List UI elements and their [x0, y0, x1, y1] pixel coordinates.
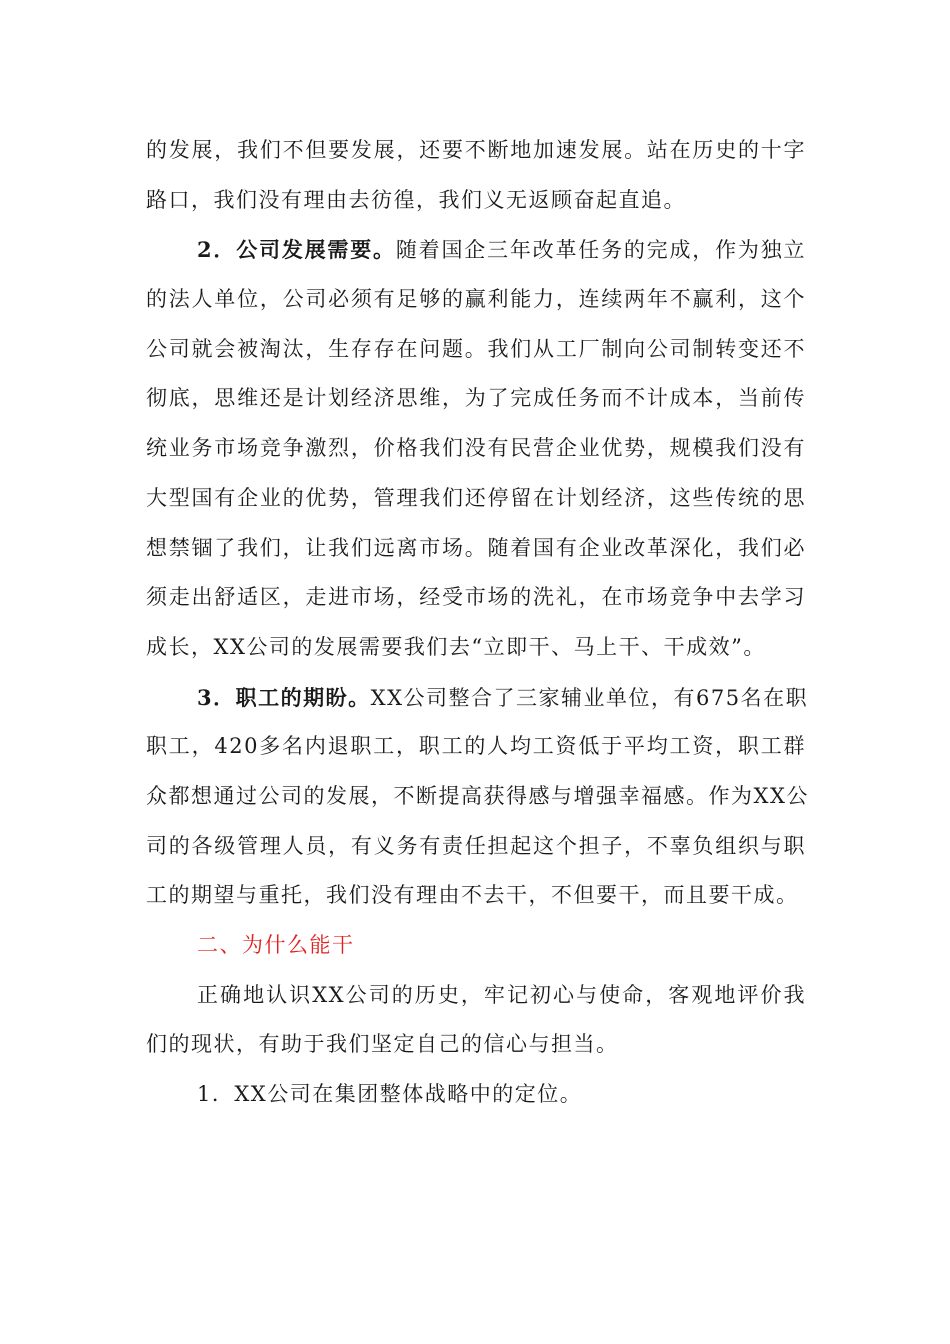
para3-number: 3． — [197, 684, 236, 710]
para2-line-6: 大型国有企业的优势，管理我们还停留在计划经济，这些传统的思 — [146, 485, 806, 510]
para3-line-2: 职工，420多名内退职工，职工的人均工资低于平均工资，职工群 — [146, 734, 806, 759]
para2-line-4: 彻底，思维还是计划经济思维，为了完成任务而不计成本，当前传 — [146, 386, 806, 411]
para4-line-1: 正确地认识XX公司的历史，牢记初心与使命，客观地评价我 — [197, 982, 806, 1007]
document-body — [146, 126, 809, 1120]
para2-first-line-rest: 随着国企三年改革任务的完成，作为独立 — [395, 238, 806, 263]
para3-line-5: 工的期望与重托，我们没有理由不去干，不但要干，而且要干成。 — [146, 883, 799, 908]
para2-line-9: 成长，XX公司的发展需要我们去“立即干、马上干、干成效”。 — [146, 634, 766, 659]
para2-line-7: 想禁锢了我们，让我们远离市场。随着国有企业改革深化，我们必 — [146, 535, 806, 560]
para3-first-line-rest: XX公司整合了三家辅业单位，有675名在职 — [370, 685, 809, 710]
para3-line-4: 司的各级管理人员，有义务有责任担起这个担子，不辜负组织与职 — [146, 833, 806, 858]
para2-line-2: 的法人单位，公司必须有足够的赢利能力，连续两年不赢利，这个 — [146, 287, 806, 312]
para3-heading: 职工的期盼。 — [235, 684, 371, 710]
section-heading-why-can-do: 二、为什么能干 — [197, 933, 355, 957]
para2-line-5: 统业务市场竞争激烈，价格我们没有民营企业优势，规模我们没有 — [146, 436, 806, 461]
para2-heading: 公司发展需要。 — [236, 237, 396, 263]
para3-first-line — [146, 673, 809, 723]
para1-line-2: 路口，我们没有理由去彷徨，我们义无返顾奋起直追。 — [146, 187, 686, 212]
para1-line-1: 的发展，我们不但要发展，还要不断地加速发展。站在历史的十字 — [146, 138, 806, 162]
para2-line-3: 公司就会被淘汰，生存存在问题。我们从工厂制向公司制转变还不 — [146, 336, 806, 361]
para2-number: 2． — [197, 237, 237, 263]
para3-line-3: 众都想通过公司的发展，不断提高获得感与增强幸福感。作为XX公 — [146, 783, 809, 808]
para4-line-2: 们的现状，有助于我们坚定自己的信心与担当。 — [146, 1032, 619, 1057]
para2-line-8: 须走出舒适区，走进市场，经受市场的洗礼，在市场竞争中去学习 — [146, 585, 806, 610]
item-1-positioning: 1．XX公司在集团整体战略中的定位。 — [197, 1082, 583, 1107]
para2-first-line — [146, 225, 806, 275]
